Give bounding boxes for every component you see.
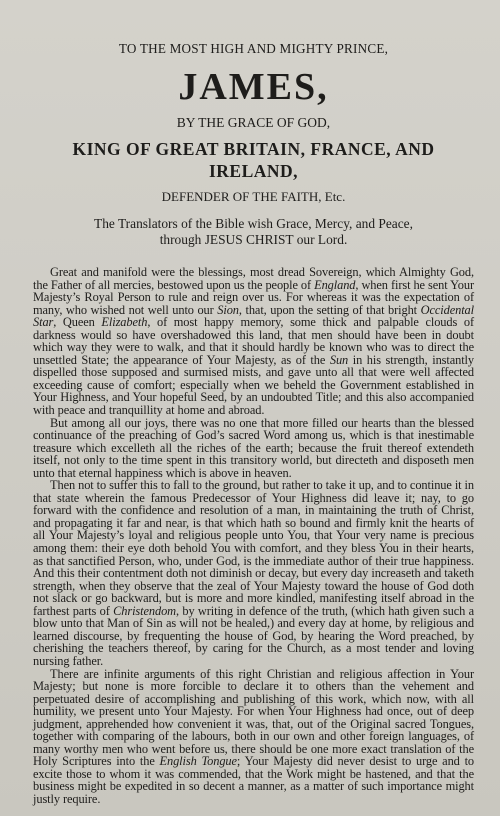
italic-text: Elizabeth: [101, 315, 148, 330]
dedication-body: [33, 266, 474, 806]
text-run: in his strength, instantly dispelled those supposed and surmised mists, and gave unto all that were well affected exceeding cause of comfort; especially when we beheld the Government established in Your Highness, and Your hopeful Seed, by an undoubted Title; and this also accompanied with peace and tranquillity at home and abroad.: [33, 352, 475, 418]
text-run: , by writing in defence of the truth, (which hath given such a blow unto that Man of Sin as will not be healed,) and every day at home, by religious and learned discourse, by frequenting the house of God, by hearing the Word preached, by cherishing the teachers thereof, by caring for the Church, as a most tender and loving nursing father.: [33, 603, 474, 668]
defender-line: DEFENDER OF THE FAITH, Etc.: [161, 189, 346, 204]
text-run: , Queen: [53, 315, 102, 330]
italic-text: Sion: [217, 302, 239, 317]
italic-text: Occidental Star: [33, 302, 474, 330]
text-run: , when first he sent Your Majesty’s Royal Person to rule and reign over us. For whereas it was the expectation of many, who wished not well unto our: [33, 277, 474, 317]
greeting-line-1: The Translators of the Bible wish Grace, Mercy, and Peace,: [94, 216, 413, 231]
italic-text: English Tongue: [159, 754, 237, 769]
text-run: Then not to suffer this to fall to the ground, but rather to take it up, and to continue it in that state wherein the famous Predecessor of Your Highness did leave it; nay, to go forward with the confidence and resolution of a man, in maintaining the truth of Christ, and propagating it far and near, is that which hath so bound and firmly knit the hearts of all Your Majesty’s loyal and religious people unto You, that Your very name is precious among them: their eye doth behold You with comfort, and they bless You in their hearts, as that sanctified Person, who, under God, is the immediate author of their true happiness. And this their contentment doth not diminish or decay, but every day increaseth and taketh strength, when they observe that the zeal of Your Majesty toward the house of God doth not slack or go backward, but is more and more kindled, manifesting itself abroad in the farthest parts of: [33, 478, 474, 618]
text-run: , of most happy memory, some thick and palpable clouds of darkness would so have overshadowed this land, that men should have been in doubt which way they were to walk, and that it should hardly be known who was to direct the unsettled State; the appearance of Your Majesty, as of the: [33, 315, 474, 367]
text-run: , that, upon the setting of that bright: [238, 302, 421, 317]
dedication-header: [33, 40, 474, 248]
greeting-line-2: through JESUS CHRIST our Lord.: [159, 232, 348, 247]
text-run: Great and manifold were the blessings, most dread Sovereign, which Almighty God, the Father of all mercies, bestowed upon us the people of: [33, 265, 474, 292]
paragraph-3: [33, 479, 474, 667]
king-name: JAMES,: [178, 66, 329, 108]
text-run: There are infinite arguments of this right Christian and religious affection in Your Majesty; but none is more forcible to declare it to others than the vehement and perpetuated desire of accomplishing and publishing of this work, which now, with all humility, we present unto Your Majesty. For when Your Highness had once, out of deep judgment, apprehended how convenient it was, that, out of the Original sacred Tongues, together with comparing of the labours, both in our own and other foreign languages, of many worthy men who went before us, there should be one more exact translation of the Holy Scriptures into the: [33, 666, 474, 769]
italic-text: Christendom: [113, 603, 177, 618]
paragraph-4: [33, 668, 474, 806]
paragraph-1: [33, 266, 474, 417]
paragraph-2: [33, 417, 474, 480]
title-line: KING OF GREAT BRITAIN, FRANCE, AND IRELAND,: [72, 139, 435, 181]
italic-text: Sun: [329, 352, 349, 367]
italic-text: England: [314, 277, 356, 292]
greeting: [33, 216, 474, 248]
text-run: ; Your Majesty did never desist to urge and to excite those to whom it was commended, that the Work might be hastened, and that the business might be expedited in so decent a manner, as a matter of such importance might justly require.: [33, 754, 475, 806]
address-line: TO THE MOST HIGH AND MIGHTY PRINCE,: [118, 41, 389, 56]
text-run: But among all our joys, there was no one that more filled our hearts than the blessed continuance of the preaching of God’s sacred Word among us, which is that inestimable treasure which excelleth all the riches of the earth; because the fruit thereof extendeth itself, not only to the time spent in this transitory world, but directeth and disposeth men unto that eternal happiness which is above in heaven.: [33, 415, 474, 480]
grace-line: BY THE GRACE OF GOD,: [176, 115, 331, 130]
